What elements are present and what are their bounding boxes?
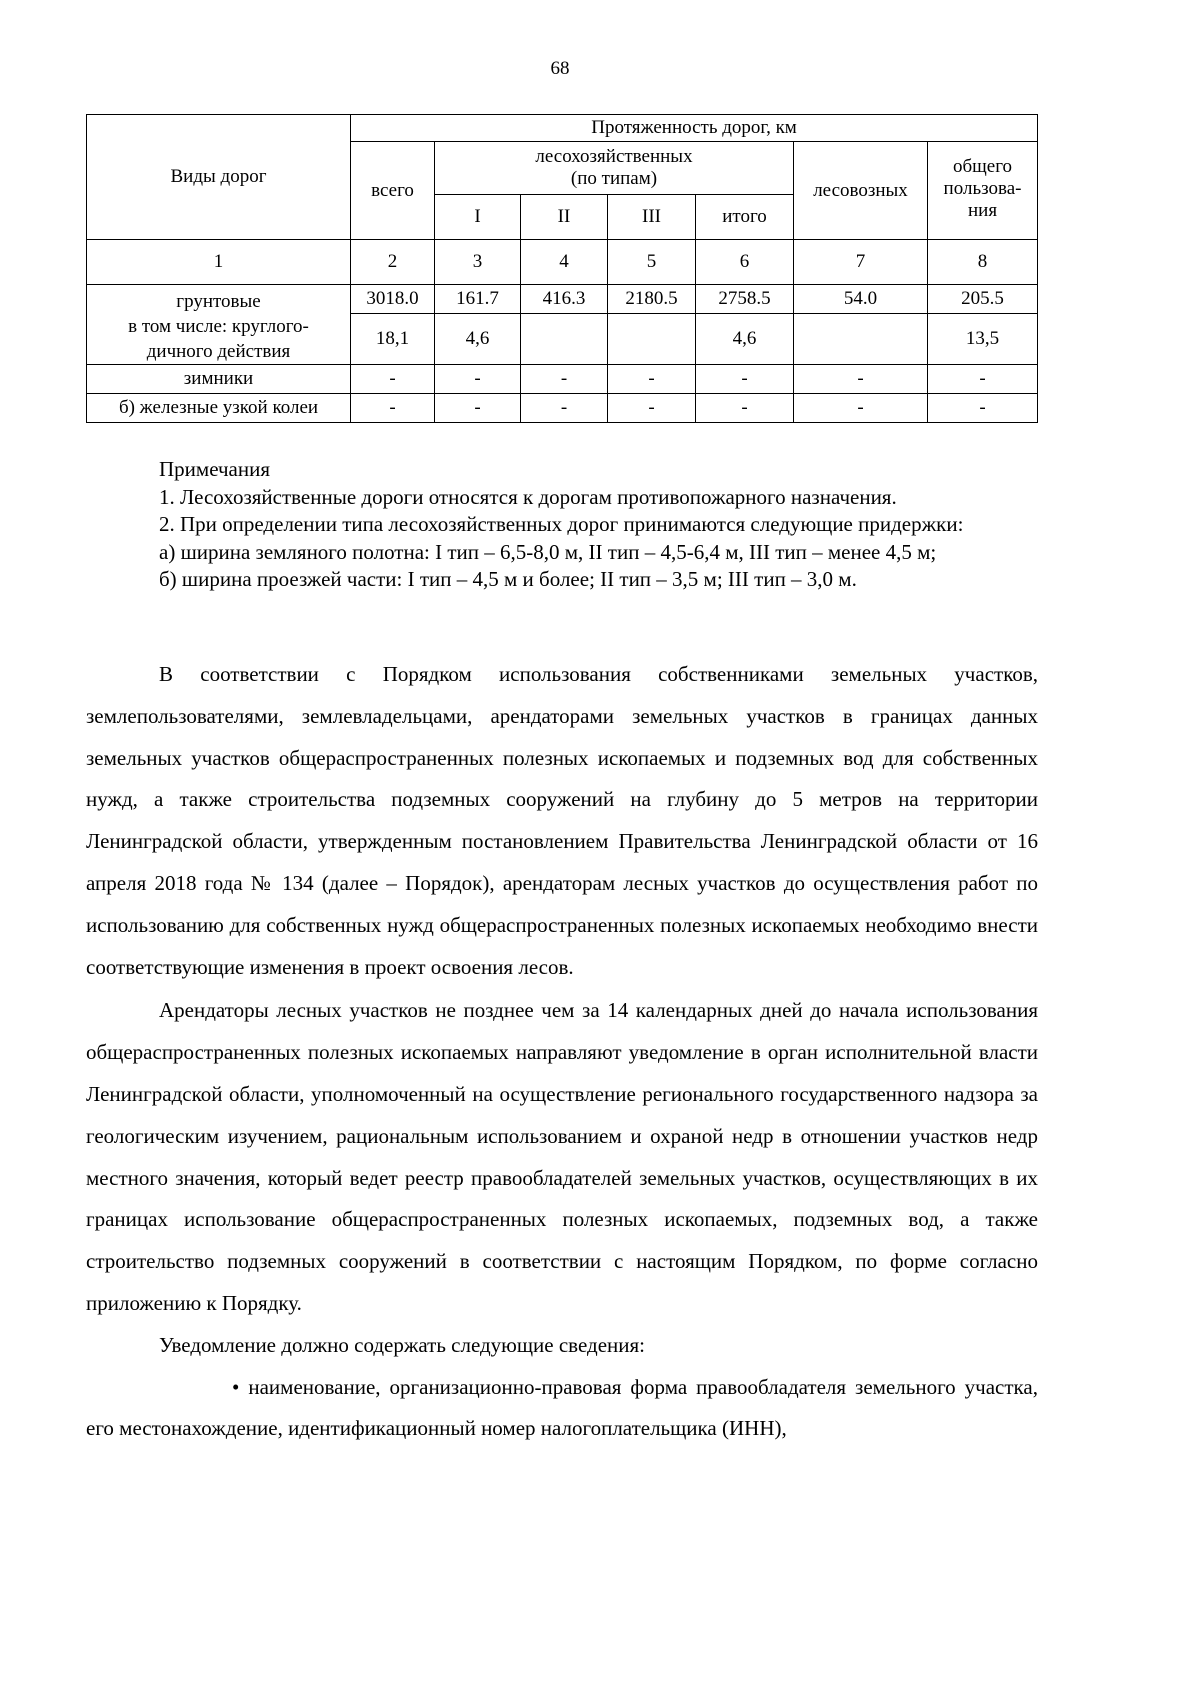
paragraph: Арендаторы лесных участков не позднее чем за 14 календарных дней до начала использования общераспространенных полезных ископаемых направляют уведомление в орган исполнительной власти Ленинградской области, уполномоченный на осуществление регионального государственного надзора за геологическим изучением, рациональным использованием и охраной недр в отношении участков недр местного значения, который ведет реестр правообладателей земельных участков, осуществляющих в их границах использование общераспространенных полезных ископаемых, подземных вод, а также строительство подземных сооружений в соответствии с настоящим Порядком, по форме согласно приложению к Порядку. — [86, 998, 1038, 1315]
column-number: 1 — [87, 240, 351, 285]
table-cell: - — [928, 365, 1038, 394]
table-cell: - — [351, 365, 435, 394]
body-text — [86, 654, 1038, 1450]
header-subtotal: итого — [696, 195, 794, 240]
table-cell: - — [521, 394, 608, 423]
column-number: 5 — [608, 240, 696, 285]
table-cell — [608, 314, 696, 365]
column-number: 3 — [435, 240, 521, 285]
table-cell: - — [521, 365, 608, 394]
table-cell: 416.3 — [521, 285, 608, 314]
table-cell: 2758.5 — [696, 285, 794, 314]
table-cell: - — [608, 365, 696, 394]
bullet-item — [86, 1367, 1038, 1451]
column-number: 2 — [351, 240, 435, 285]
table-row — [87, 365, 1038, 394]
table-cell: - — [794, 365, 928, 394]
roads-length-table — [86, 114, 1038, 423]
column-number: 4 — [521, 240, 608, 285]
column-number: 7 — [794, 240, 928, 285]
header-public-line2: пользова- — [943, 178, 1022, 199]
column-number: 8 — [928, 240, 1038, 285]
table-cell: 3018.0 — [351, 285, 435, 314]
table-cell: - — [794, 394, 928, 423]
notes-section — [86, 456, 1038, 594]
column-number-row — [87, 240, 1038, 285]
row-label-line2: дичного действия — [146, 340, 291, 362]
header-type-1: I — [435, 195, 521, 240]
header-forestry-line1: лесохозяйственных — [535, 146, 693, 167]
table-cell: 161.7 — [435, 285, 521, 314]
table-cell: 13,5 — [928, 314, 1038, 365]
note-item-2: 2. При определении типа лесохозяйственных дорог принимаются следующие придержки: — [159, 512, 964, 536]
header-road-length: Протяженность дорог, км — [351, 115, 1038, 142]
table-cell — [794, 314, 928, 365]
header-forestry-line2: (по типам) — [570, 168, 658, 189]
notes-heading: Примечания — [159, 457, 271, 481]
header-forestry — [435, 142, 794, 195]
table-cell: - — [928, 394, 1038, 423]
header-public-line1: общего — [953, 156, 1013, 177]
header-logging: лесовозных — [794, 142, 928, 240]
note-item-a: а) ширина земляного полотна: I тип – 6,5-8,0 м, II тип – 4,5-6,4 м, III тип – менее 4,5 м; — [159, 539, 937, 564]
row-label: б) железные узкой колеи — [87, 394, 351, 423]
page-number: 68 — [550, 58, 570, 79]
table-cell: - — [696, 365, 794, 394]
note-item-1: 1. Лесохозяйственные дороги относятся к дорогам противопожарного назначения. — [159, 484, 897, 509]
header-total: всего — [351, 142, 435, 240]
table-cell: - — [696, 394, 794, 423]
table-header-row — [87, 115, 1038, 142]
header-type-2: II — [521, 195, 608, 240]
header-public-line3: ния — [967, 200, 998, 221]
row-label: зимники — [87, 365, 351, 394]
paragraph: В соответствии с Порядком использования собственниками земельных участков, землепользователями, землевладельцами, арендаторами земельных участков в границах данных земельных участков общераспространенных полезных ископаемых и подземных вод для собственных нужд, а также строительства подземных сооружений на глубину до 5 метров на территории Ленинградской области, утвержденным постановлением Правительства Ленинградской области от 16 апреля 2018 года № 134 (далее – Порядок), арендаторам лесных участков до осуществления работ по использованию для собственных нужд общераспространенных полезных ископаемых необходимо внести соответствующие изменения в проект освоения лесов. — [86, 662, 1038, 979]
table-cell: - — [435, 365, 521, 394]
table-cell: - — [435, 394, 521, 423]
table-cell: 4,6 — [435, 314, 521, 365]
paragraph: Уведомление должно содержать следующие сведения: — [159, 1332, 645, 1357]
note-item-b: б) ширина проезжей части: I тип – 4,5 м и более; II тип – 3,5 м; III тип – 3,0 м. — [159, 567, 857, 591]
table-cell: - — [351, 394, 435, 423]
header-road-types: Виды дорог — [87, 115, 351, 240]
table-row — [87, 314, 1038, 365]
header-public — [928, 142, 1038, 240]
row-label — [87, 314, 351, 365]
table-cell: - — [608, 394, 696, 423]
table-cell — [521, 314, 608, 365]
bullet-text: наименование, организационно-правовая форма правообладателя земельного участка, его местонахождение, идентификационный номер налогоплательщика (ИНН), — [86, 1374, 1039, 1441]
row-label-line1: в том числе: круглого- — [128, 315, 309, 337]
bullet-icon: • — [232, 1374, 240, 1399]
column-number: 6 — [696, 240, 794, 285]
row-label: грунтовые — [87, 285, 351, 314]
table-cell: 4,6 — [696, 314, 794, 365]
table-cell: 18,1 — [351, 314, 435, 365]
table-cell: 54.0 — [794, 285, 928, 314]
table-cell: 2180.5 — [608, 285, 696, 314]
header-type-3: III — [608, 195, 696, 240]
table-cell: 205.5 — [928, 285, 1038, 314]
table-row — [87, 285, 1038, 314]
table-row — [87, 394, 1038, 423]
